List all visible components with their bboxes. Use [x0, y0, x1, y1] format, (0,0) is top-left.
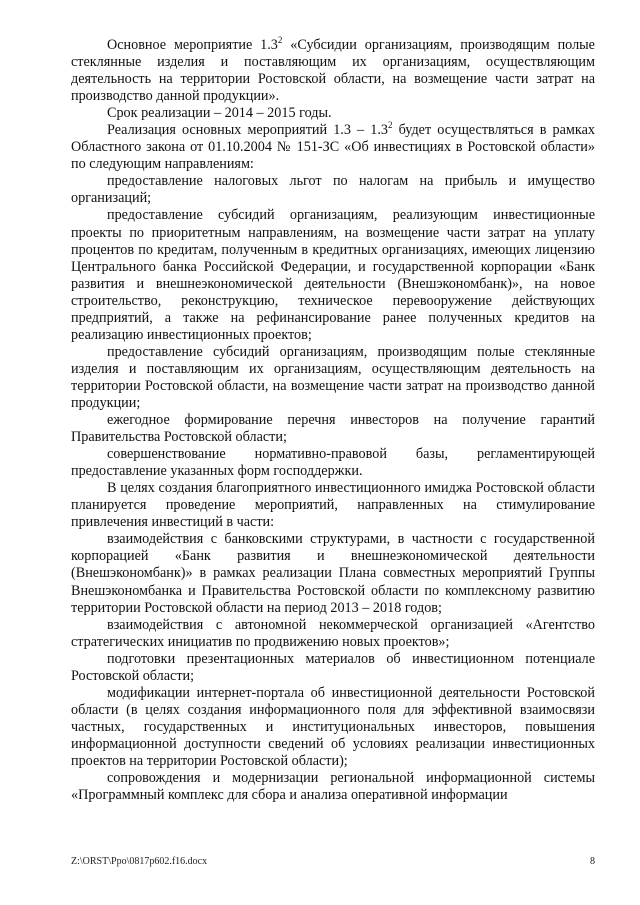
paragraph-subsidies-investment: предоставление субсидий организациям, реализующим инвестиционные проекты по приоритетным направлениям, на возмещение части затрат на уплату процентов по кредитам, полученным в кредитных организациях, имеющих лицензию Центрального банка Российской Федерации, и государственной корпорации «Банк развития и внешнеэкономической деятельности (Внешэкономбанк)», на новое строительство, реконструкцию, техническое перевооружение действующих предприятий, а также на рефинансирование ранее полученных кредитов на реализацию инвестиционных проектов; [71, 207, 595, 343]
paragraph-text: Реализация основных мероприятий 1.3 – 1.3 [107, 122, 388, 139]
paragraph-term: Срок реализации – 2014 – 2015 годы. [107, 105, 332, 122]
paragraph-text: Основное мероприятие 1.3 [107, 37, 278, 53]
superscript: 2 [387, 120, 393, 131]
document-body [71, 37, 595, 804]
paragraph-portal-modification: модификации интернет-портала об инвестиционной деятельности Ростовской области (в целях создания информационного поля для эффективной взаимосвязи частных, государственных и институциональных инвесторов, повышения информационной доступности сведений об условиях реализации инвестиционных проектов на территории Ростовской области); [71, 684, 595, 769]
paragraph-text: «Субсидии организациям, производящим полые стеклянные изделия и поставляющим их организациям, осуществляющим деятельность на территории Ростовской области, на возмещение части затрат на производство данной продукции». [71, 37, 595, 105]
paragraph-main-activity [71, 37, 595, 105]
paragraph-agency-interaction: взаимодействия с автономной некоммерческой организацией «Агентство стратегических инициатив по продвижению новых проектов»; [71, 616, 595, 650]
paragraph-subsidies-glass: предоставление субсидий организациям, производящим полые стеклянные изделия и поставляющим их организациям, осуществляющим деятельность на территории Ростовской области, на возмещение части затрат на производство данной продукции; [71, 343, 595, 411]
paragraph-bank-interaction: взаимодействия с банковскими структурами, в частности с государственной корпорацией «Банк развития и внешнеэкономической деятельности (Внешэкономбанк)» в рамках реализации Плана совместных мероприятий Группы Внешэкономбанка и Правительства Ростовской области по комплексному развитию территории Ростовской области на период 2013 – 2018 годов; [71, 531, 595, 616]
paragraph-text: будет осуществляться в рамках Областного закона от 01.10.2004 № 151-ЗС «Об инвестициях в Ростовской области» по следующим направлениям: [71, 122, 595, 173]
paragraph-tax-benefits: предоставление налоговых льгот по налогам на прибыль и имущество организаций; [71, 173, 595, 207]
paragraph-investor-list: ежегодное формирование перечня инвесторов на получение гарантий Правительства Ростовской области; [71, 412, 595, 446]
paragraph-implementation [71, 122, 595, 173]
paragraph-regulatory-base: совершенствование нормативно-правовой базы, регламентирующей предоставление указанных форм господдержки. [71, 446, 595, 480]
paragraph-investment-image: В целях создания благоприятного инвестиционного имиджа Ростовской области планируется проведение мероприятий, направленных на стимулирование привлечения инвестиций в части: [71, 480, 595, 531]
paragraph-presentation-materials: подготовки презентационных материалов об инвестиционном потенциале Ростовской области; [71, 650, 595, 684]
paragraph-information-system: сопровождения и модернизации региональной информационной системы «Программный комплекс для сбора и анализа оперативной информации [71, 770, 595, 804]
superscript: 2 [277, 35, 283, 45]
file-path: Z:\ORST\Ppo\0817p602.f16.docx [71, 856, 208, 867]
page-number: 8 [590, 856, 595, 867]
